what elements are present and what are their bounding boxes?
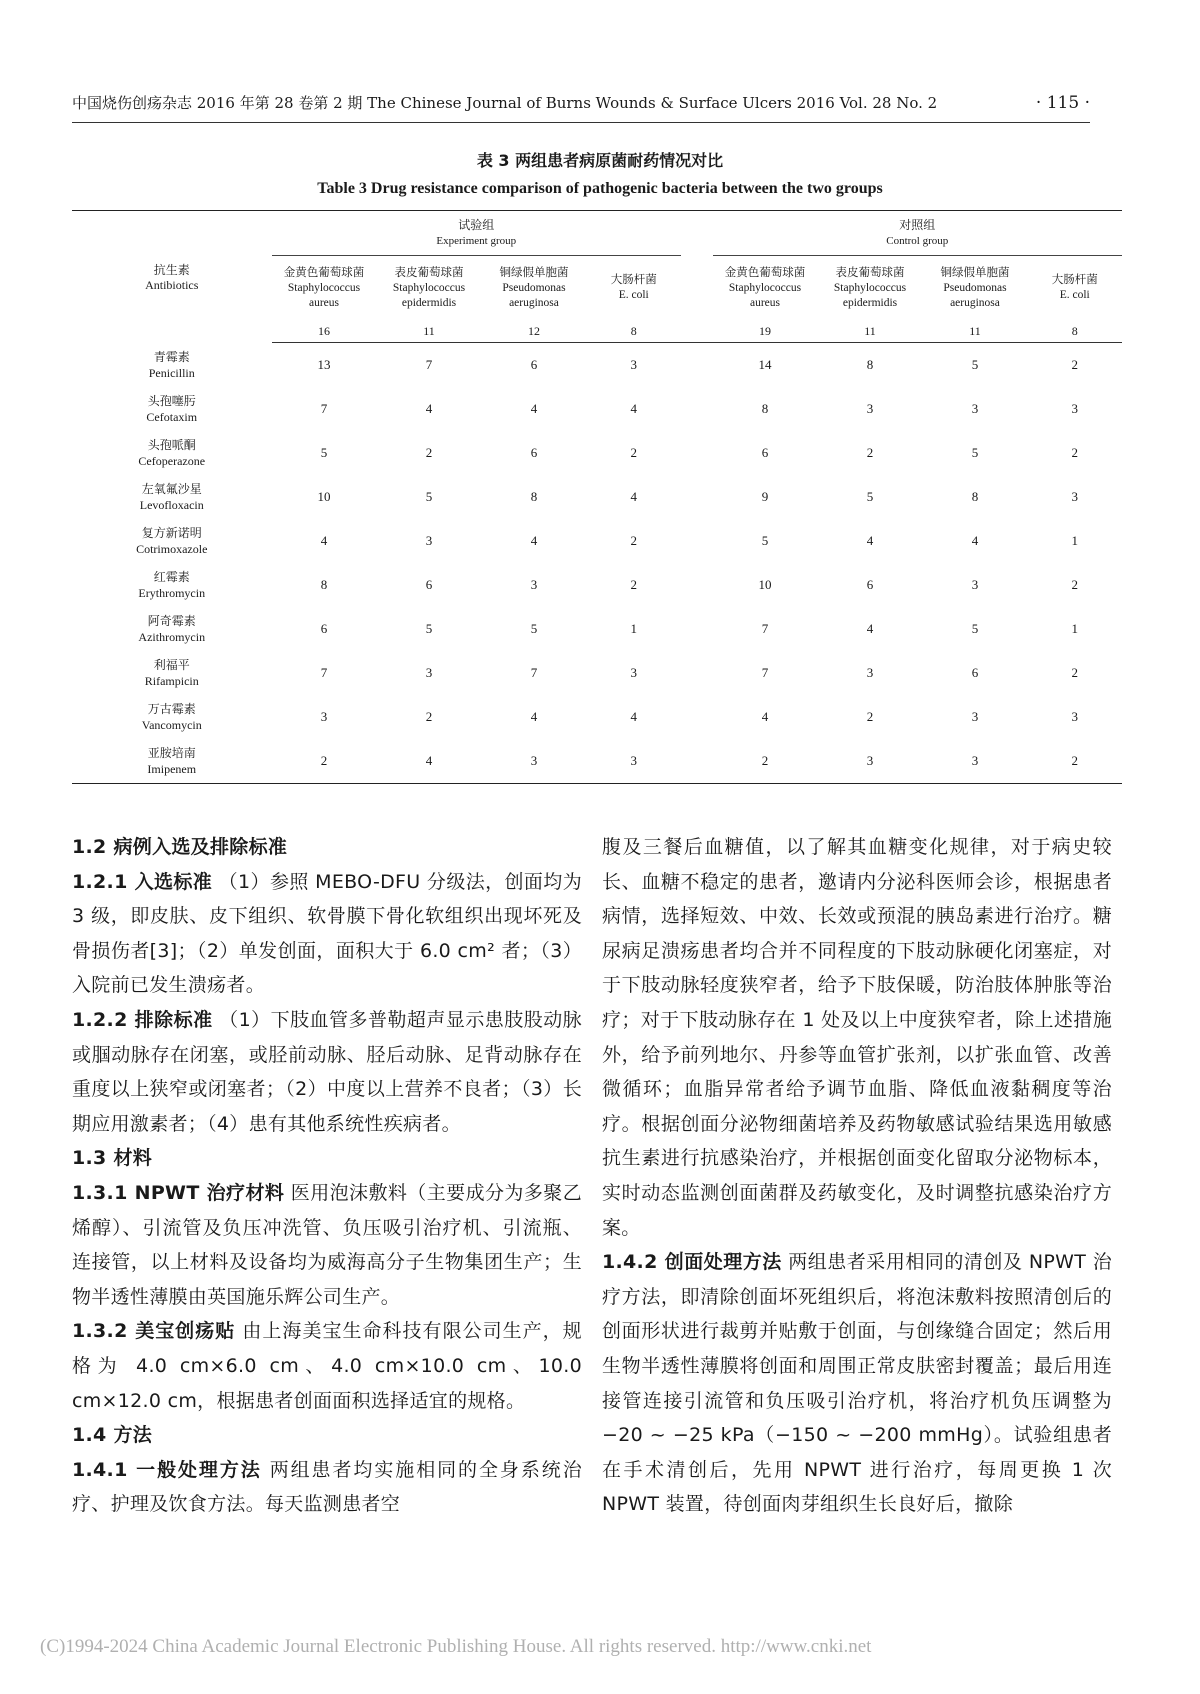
exp-resistance-count: 7 [320,401,328,416]
exp-resistance-count: 4 [320,533,328,548]
antibiotic-name: 头孢噻肟 Cefotaxim [146,394,198,424]
ctl-resistance-count: 3 [818,739,923,784]
exp-bacteria-header: 铜绿假单胞菌 Pseudomonas aeruginosa [499,266,569,309]
ctl-resistance-count: 2 [713,739,818,784]
paragraph-text: 两组患者均实施相同的全身系统治疗、护理及饮食方法。每天监测患者空 [72,1458,582,1516]
table-row [72,431,1122,475]
exp-bacteria-header: 表皮葡萄球菌 Staphylococcus epidermidis [392,266,466,309]
exp-resistance-count: 6 [320,621,328,636]
exp-resistance-count: 2 [630,577,637,592]
experiment-group-header: 试验组 Experiment group [272,211,682,256]
exp-resistance-count: 4 [630,489,637,504]
section-heading: 1.4 方法 [72,1424,153,1447]
ctl-resistance-count: 1 [1071,621,1078,636]
ctl-resistance-count: 6 [971,665,979,680]
paragraph [72,1314,582,1418]
ctl-resistance-count: 9 [761,489,769,504]
section-heading: 1.3.2 美宝创疡贴 [72,1320,236,1343]
ctl-resistance-count: 5 [761,533,769,548]
exp-resistance-count: 5 [425,621,433,636]
journal-citation: 中国烧伤创疡杂志 2016 年第 28 卷第 2 期 The Chinese Journal of Burns Wounds & Surface Ulcers 2016 Vol. 28 No. 2 [72,94,938,112]
ctl-resistance-count: 5 [866,489,874,504]
ctl-resistance-count: 5 [971,445,979,460]
exp-sample-count: 12 [482,320,587,343]
table-row [72,343,1122,388]
exp-resistance-count: 1 [630,621,637,636]
section-heading: 1.4.1 一般处理方法 [72,1458,262,1481]
ctl-sample-count: 19 [713,320,818,343]
exp-bacteria-header: 大肠杆菌 E. coli [610,274,657,301]
ctl-sample-count: 11 [923,320,1028,343]
copyright-footer: (C)1994-2024 China Academic Journal Electronic Publishing House. All rights reserved. http://www.cnki.net [40,1636,872,1657]
paragraph-text: 由上海美宝生命科技有限公司生产，规格为 4.0 cm×6.0 cm、4.0 cm×10.0 cm、10.0 cm×12.0 cm，根据患者创面面积选择适宜的规格。 [72,1320,582,1412]
ctl-resistance-count: 3 [923,739,1028,784]
ctl-resistance-count: 2 [1028,739,1123,784]
ctl-resistance-count: 3 [971,401,979,416]
paragraph-text: （1）参照 MEBO-DFU 分级法，创面均为 3 级，即皮肤、皮下组织、软骨膜下骨化软组织出现坏死及骨损伤者[3]；（2）单发创面，面积大于 6.0 cm² 者；（3）入院前已发生溃疡者。 [72,870,583,997]
paragraph [602,830,1112,1245]
table-row [72,387,1122,431]
section-heading: 1.3.1 NPWT 治疗材料 [72,1181,285,1204]
control-group-header: 对照组 Control group [713,211,1123,256]
exp-resistance-count: 7 [530,665,538,680]
ctl-bacteria-header: 铜绿假单胞菌 Pseudomonas aeruginosa [940,266,1010,309]
ctl-resistance-count: 3 [1071,489,1078,504]
section-heading: 1.2 病例入选及排除标准 [72,836,288,858]
paragraph-text: 两组患者采用相同的清创及 NPWT 治疗方法，即清除创面坏死组织后，将泡沫敷料按照清创后的创面形状进行裁剪并贴敷于创面，与创缘缝合固定；然后用生物半透性薄膜将创面和周围正常皮肤密封覆盖；最后用连接管连接引流管和负压吸引治疗机，将治疗机负压调整为 −20 ~ −25 kPa（−150 ~ −200 mmHg）。试验组患者在手术清创后，先用 NPWT 进行治疗，每周更换 1 次 NPWT 装置，待创面肉芽组织生长良好后，撤除 [602,1251,1113,1516]
antibiotic-name: 红霉素 Erythromycin [138,570,206,600]
antibiotic-name: 复方新诺明 Cotrimoxazole [136,526,208,556]
ctl-resistance-count: 3 [866,665,874,680]
exp-resistance-count: 7 [320,665,328,680]
antibiotic-name: 青霉素 Penicillin [148,349,195,380]
table-caption-en: Table 3 Drug resistance comparison of pathogenic bacteria between the two groups [317,180,883,197]
ctl-resistance-count: 1 [1071,533,1078,548]
ctl-resistance-count: 3 [1071,401,1078,416]
exp-sample-count: 11 [377,320,482,343]
paragraph [72,1453,582,1522]
ctl-resistance-count: 4 [761,709,769,724]
exp-resistance-count: 8 [320,577,328,592]
exp-resistance-count: 2 [630,533,637,548]
exp-resistance-count: 6 [425,577,433,592]
table-row [72,651,1122,695]
paragraph-text: （1）下肢血管多普勒超声显示患肢股动脉或腘动脉存在闭塞，或胫前动脉、胫后动脉、足背动脉存在重度以上狭窄或闭塞者；（2）中度以上营养不良者；（3）长期应用激素者；（4）患有其他系统性疾病者。 [72,1008,582,1135]
ctl-resistance-count: 4 [866,621,874,636]
antibiotic-name: 万古霉素 Vancomycin [141,702,202,732]
paragraph [72,1003,582,1141]
exp-resistance-count: 4 [530,709,538,724]
table-caption-cn: 表 3 两组患者病原菌耐药情况对比 [476,151,724,170]
ctl-resistance-count: 6 [866,577,874,592]
ctl-bacteria-header: 金黄色葡萄球菌 Staphylococcus aureus [724,266,806,309]
exp-resistance-count: 4 [377,739,482,784]
antibiotic-name: 头孢哌酮 Cefoperazone [138,438,206,468]
exp-resistance-count: 2 [425,709,433,724]
section-heading: 1.4.2 创面处理方法 [602,1251,782,1274]
exp-resistance-count: 4 [630,709,637,724]
paragraph [72,1418,582,1453]
antibiotic-name: 左氧氟沙星 Levofloxacin [139,482,204,512]
paragraph [602,1245,1112,1522]
ctl-resistance-count: 8 [866,357,874,372]
ctl-resistance-count: 8 [761,401,769,416]
exp-resistance-count: 7 [425,357,433,372]
exp-resistance-count: 4 [630,401,637,416]
exp-resistance-count: 4 [425,401,433,416]
exp-resistance-count: 4 [530,401,538,416]
table-row [72,739,1122,784]
ctl-sample-count: 8 [1028,320,1123,343]
ctl-resistance-count: 14 [758,357,772,372]
running-header [72,92,1090,123]
ctl-bacteria-header: 表皮葡萄球菌 Staphylococcus epidermidis [833,266,907,309]
drug-resistance-table [72,210,1122,784]
exp-resistance-count: 2 [425,445,433,460]
exp-resistance-count: 3 [425,665,433,680]
ctl-resistance-count: 2 [866,445,874,460]
ctl-resistance-count: 2 [1071,665,1078,680]
exp-resistance-count: 2 [272,739,377,784]
exp-resistance-count: 3 [425,533,433,548]
table-row [72,695,1122,739]
ctl-resistance-count: 2 [866,709,874,724]
exp-resistance-count: 4 [530,533,538,548]
ctl-resistance-count: 4 [971,533,979,548]
paragraph [72,1176,582,1314]
ctl-resistance-count: 3 [971,709,979,724]
section-heading: 1.2.1 入选标准 [72,870,213,893]
ctl-resistance-count: 3 [866,401,874,416]
exp-resistance-count: 3 [587,739,682,784]
section-heading: 1.3 材料 [72,1147,153,1170]
exp-resistance-count: 10 [317,489,331,504]
exp-resistance-count: 3 [630,357,637,372]
ctl-sample-count: 11 [818,320,923,343]
exp-resistance-count: 2 [630,445,637,460]
ctl-bacteria-header: 大肠杆菌 E. coli [1051,274,1098,301]
left-column-text [72,830,582,1522]
table-row [72,475,1122,519]
exp-resistance-count: 3 [530,577,538,592]
paragraph [72,865,582,1003]
ctl-resistance-count: 2 [1071,357,1078,372]
ctl-resistance-count: 10 [758,577,772,592]
paragraph [72,830,582,865]
exp-resistance-count: 5 [425,489,433,504]
ctl-resistance-count: 4 [866,533,874,548]
ctl-resistance-count: 6 [761,445,769,460]
exp-resistance-count: 3 [320,709,328,724]
exp-resistance-count: 5 [530,621,538,636]
section-heading: 1.2.2 排除标准 [72,1008,213,1031]
antibiotic-name: 亚胺培南 Imipenem [72,739,272,784]
exp-resistance-count: 6 [530,445,538,460]
ctl-resistance-count: 5 [971,357,979,372]
ctl-resistance-count: 3 [971,577,979,592]
exp-sample-count: 8 [587,320,682,343]
antibiotic-name: 阿奇霉素 Azithromycin [138,614,206,644]
paragraph-text: 腹及三餐后血糖值，以了解其血糖变化规律，对于病史较长、血糖不稳定的患者，邀请内分泌科医师会诊，根据患者病情，选择短效、中效、长效或预混的胰岛素进行治疗。糖尿病足溃疡患者均合并不同程度的下肢动脉硬化闭塞症，对于下肢动脉轻度狭窄者，给予下肢保暖，防治肢体肿胀等治疗；对于下肢动脉存在 1 处及以上中度狭窄者，除上述措施外，给予前列地尔、丹参等血管扩张剂，以扩张血管、改善微循环；血脂异常者给予调节血脂、降低血液黏稠度等治疗。根据创面分泌物细菌培养及药物敏感试验结果选用敏感抗生素进行抗感染治疗，并根据创面变化留取分泌物标本，实时动态监测创面菌群及药敏变化，及时调整抗感染治疗方案。 [602,836,1112,1239]
exp-resistance-count: 13 [317,357,331,372]
exp-resistance-count: 6 [530,357,538,372]
page-number: · 115 · [1035,93,1090,113]
paragraph-text: 医用泡沫敷料（主要成分为多聚乙烯醇）、引流管及负压冲洗管、负压吸引治疗机、引流瓶、连接管，以上材料及设备均为威海高分子生物集团生产；生物半透性薄膜由英国施乐辉公司生产。 [72,1181,582,1308]
ctl-resistance-count: 8 [971,489,979,504]
exp-resistance-count: 8 [530,489,538,504]
exp-sample-count: 16 [272,320,377,343]
exp-resistance-count: 3 [482,739,587,784]
ctl-resistance-count: 7 [761,621,769,636]
exp-resistance-count: 3 [630,665,637,680]
right-column-text [602,830,1112,1522]
exp-bacteria-header: 金黄色葡萄球菌 Staphylococcus aureus [283,266,365,309]
table-row [72,519,1122,563]
table-row [72,607,1122,651]
paragraph [72,1141,582,1176]
antibiotic-header: 抗生素 Antibiotics [72,211,272,343]
ctl-resistance-count: 2 [1071,577,1078,592]
exp-resistance-count: 5 [320,445,328,460]
ctl-resistance-count: 7 [761,665,769,680]
antibiotic-name: 利福平 Rifampicin [144,658,199,688]
table-row [72,563,1122,607]
ctl-resistance-count: 3 [1071,709,1078,724]
ctl-resistance-count: 2 [1071,445,1078,460]
ctl-resistance-count: 5 [971,621,979,636]
